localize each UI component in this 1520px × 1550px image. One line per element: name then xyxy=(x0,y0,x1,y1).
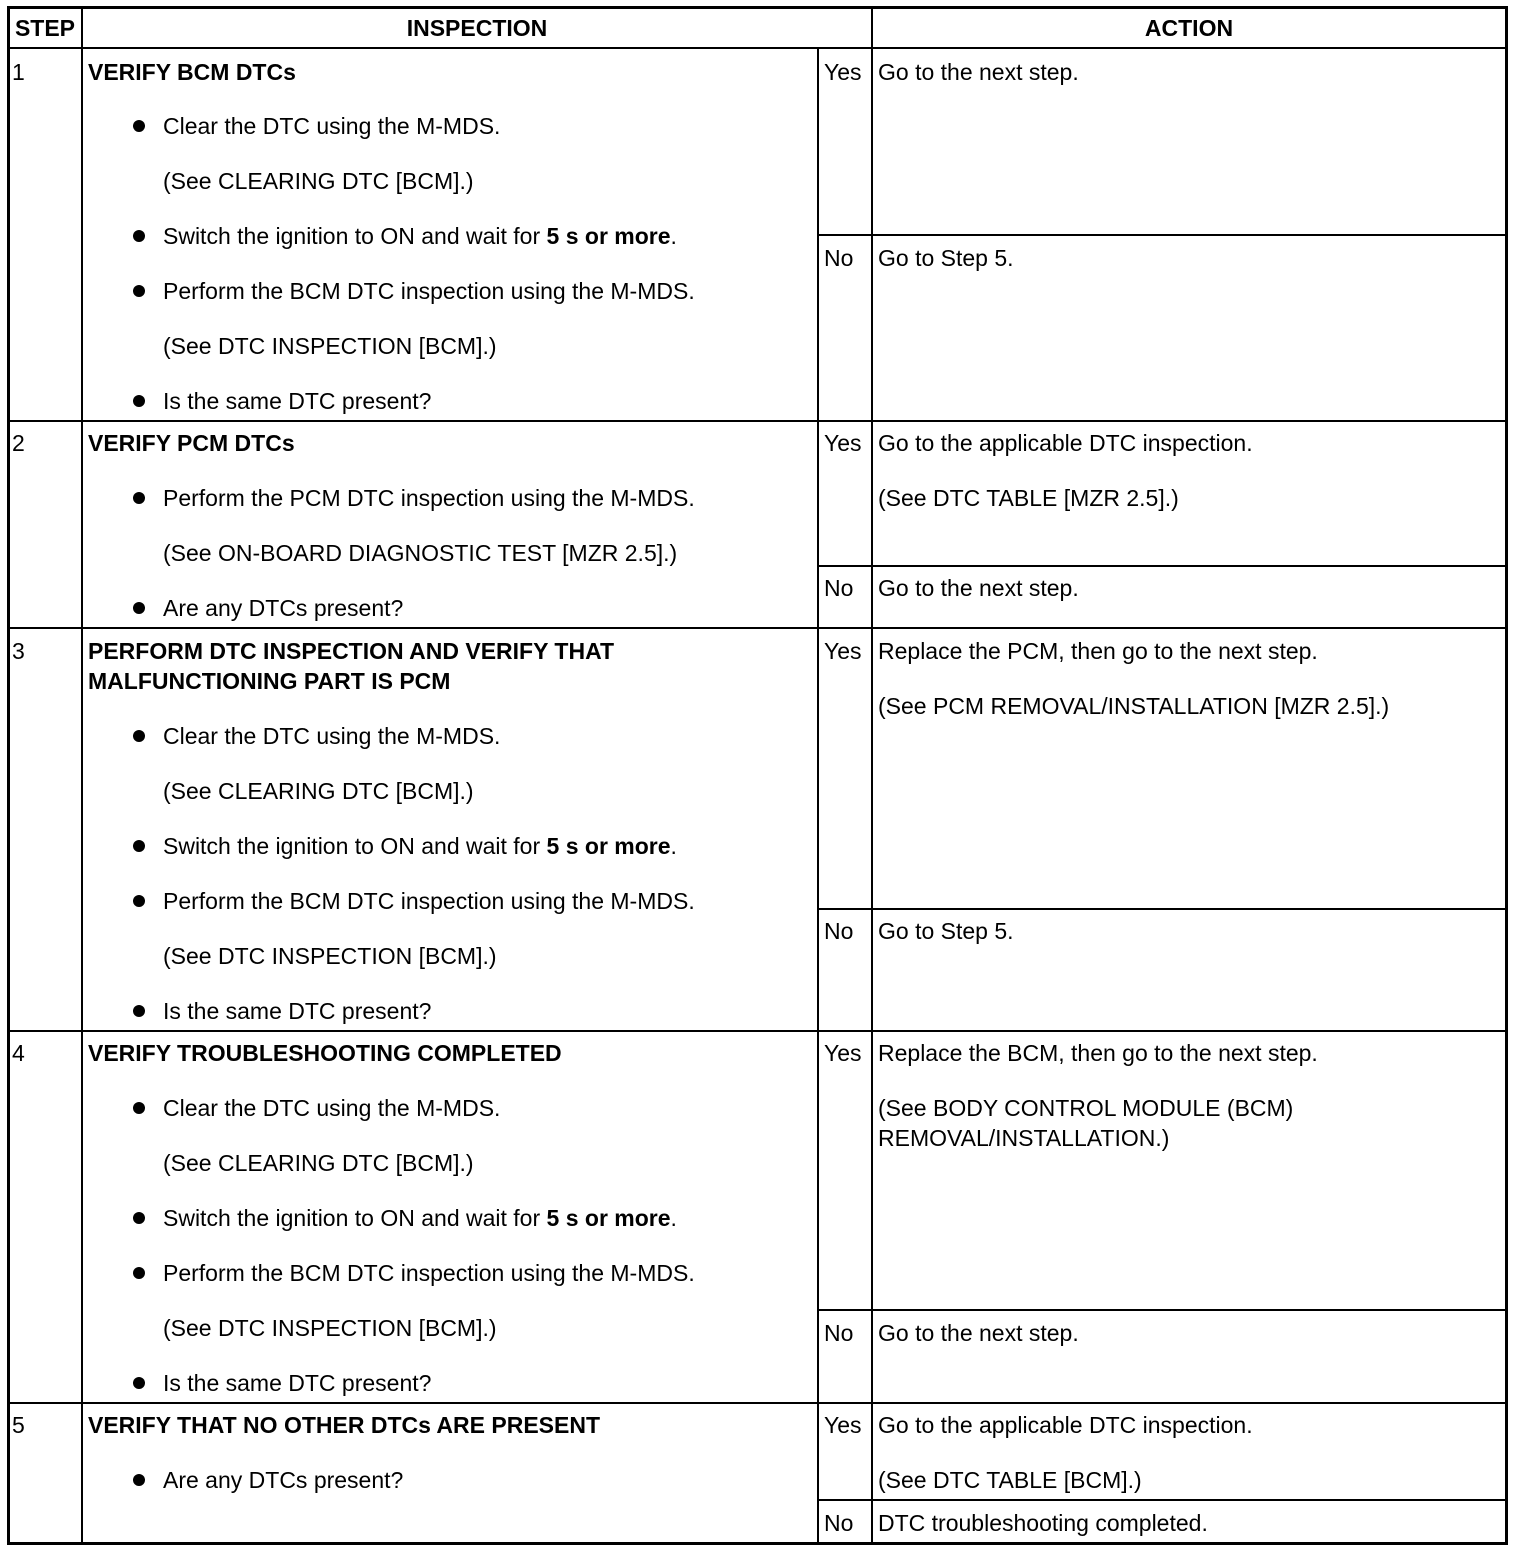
bullet-icon xyxy=(133,1474,145,1486)
bullet-icon xyxy=(133,730,145,742)
yes-no-divider xyxy=(818,1499,1508,1501)
bullet-icon xyxy=(133,285,145,297)
no-action: Go to Step 5. xyxy=(878,245,1014,271)
step-title: VERIFY TROUBLESHOOTING COMPLETED xyxy=(88,1040,562,1066)
inspection-item: Is the same DTC present? xyxy=(163,388,432,414)
bullet-icon xyxy=(133,1102,145,1114)
inspection-item: Is the same DTC present? xyxy=(163,998,432,1024)
bullet-icon xyxy=(133,395,145,407)
inspection-reference: (See CLEARING DTC [BCM].) xyxy=(163,168,474,194)
bullet-icon xyxy=(133,840,145,852)
step-number: 2 xyxy=(12,430,25,456)
column-divider xyxy=(871,6,873,1545)
yes-no-divider xyxy=(818,1309,1508,1311)
row-divider xyxy=(7,1030,1508,1032)
inspection-item: Perform the PCM DTC inspection using the M-MDS. xyxy=(163,485,695,511)
no-label: No xyxy=(824,918,854,944)
yes-label: Yes xyxy=(824,1040,862,1066)
no-action: Go to Step 5. xyxy=(878,918,1014,944)
step-title: MALFUNCTIONING PART IS PCM xyxy=(88,668,451,694)
inspection-item: Are any DTCs present? xyxy=(163,595,404,621)
inspection-reference: (See DTC INSPECTION [BCM].) xyxy=(163,943,497,969)
yes-action-reference: (See PCM REMOVAL/INSTALLATION [MZR 2.5].) xyxy=(878,693,1390,719)
inspection-reference: (See CLEARING DTC [BCM].) xyxy=(163,1150,474,1176)
yes-action-reference: (See DTC TABLE [BCM].) xyxy=(878,1467,1142,1493)
yes-no-divider xyxy=(818,234,1508,236)
yes-no-divider xyxy=(818,908,1508,910)
inspection-item: Switch the ignition to ON and wait for 5 s or more. xyxy=(163,833,677,859)
inspection-item: Clear the DTC using the M-MDS. xyxy=(163,723,501,749)
yes-label: Yes xyxy=(824,59,862,85)
inspection-reference: (See CLEARING DTC [BCM].) xyxy=(163,778,474,804)
step-number: 4 xyxy=(12,1040,25,1066)
step-title: VERIFY PCM DTCs xyxy=(88,430,295,456)
inspection-item: Are any DTCs present? xyxy=(163,1467,404,1493)
step-number: 1 xyxy=(12,59,25,85)
inspection-item: Is the same DTC present? xyxy=(163,1370,432,1396)
bullet-icon xyxy=(133,895,145,907)
row-divider xyxy=(7,47,1508,49)
inspection-reference: (See DTC INSPECTION [BCM].) xyxy=(163,333,497,359)
yes-no-divider xyxy=(818,565,1508,567)
yes-action-reference: REMOVAL/INSTALLATION.) xyxy=(878,1125,1170,1151)
no-action: Go to the next step. xyxy=(878,1320,1079,1346)
bullet-icon xyxy=(133,1267,145,1279)
inspection-reference: (See ON-BOARD DIAGNOSTIC TEST [MZR 2.5].) xyxy=(163,540,678,566)
header-action: ACTION xyxy=(1144,15,1234,41)
yes-action: Replace the PCM, then go to the next step. xyxy=(878,638,1318,664)
bullet-icon xyxy=(133,1377,145,1389)
bullet-icon xyxy=(133,492,145,504)
inspection-item: Perform the BCM DTC inspection using the M-MDS. xyxy=(163,1260,695,1286)
yes-action-reference: (See DTC TABLE [MZR 2.5].) xyxy=(878,485,1179,511)
step-title: PERFORM DTC INSPECTION AND VERIFY THAT xyxy=(88,638,615,664)
no-label: No xyxy=(824,245,854,271)
inspection-item: Clear the DTC using the M-MDS. xyxy=(163,113,501,139)
yes-action: Replace the BCM, then go to the next step. xyxy=(878,1040,1318,1066)
bullet-icon xyxy=(133,120,145,132)
row-divider xyxy=(7,1402,1508,1404)
no-label: No xyxy=(824,1510,854,1536)
yes-action: Go to the applicable DTC inspection. xyxy=(878,430,1253,456)
header-inspection: INSPECTION xyxy=(406,15,548,41)
inspection-item: Switch the ignition to ON and wait for 5 s or more. xyxy=(163,223,677,249)
step-number: 5 xyxy=(12,1412,25,1438)
column-divider xyxy=(817,48,819,1545)
bullet-icon xyxy=(133,1212,145,1224)
no-label: No xyxy=(824,575,854,601)
no-action: Go to the next step. xyxy=(878,575,1079,601)
bullet-icon xyxy=(133,602,145,614)
step-title: VERIFY THAT NO OTHER DTCs ARE PRESENT xyxy=(88,1412,601,1438)
row-divider xyxy=(7,627,1508,629)
inspection-item: Clear the DTC using the M-MDS. xyxy=(163,1095,501,1121)
step-title: VERIFY BCM DTCs xyxy=(88,59,296,85)
bullet-icon xyxy=(133,1005,145,1017)
yes-label: Yes xyxy=(824,638,862,664)
yes-action: Go to the next step. xyxy=(878,59,1079,85)
column-divider xyxy=(81,6,83,1545)
inspection-item: Perform the BCM DTC inspection using the M-MDS. xyxy=(163,278,695,304)
inspection-item: Switch the ignition to ON and wait for 5 s or more. xyxy=(163,1205,677,1231)
step-number: 3 xyxy=(12,638,25,664)
no-label: No xyxy=(824,1320,854,1346)
bullet-icon xyxy=(133,230,145,242)
header-step: STEP xyxy=(14,15,76,41)
yes-action: Go to the applicable DTC inspection. xyxy=(878,1412,1253,1438)
inspection-item: Perform the BCM DTC inspection using the M-MDS. xyxy=(163,888,695,914)
yes-label: Yes xyxy=(824,1412,862,1438)
yes-label: Yes xyxy=(824,430,862,456)
no-action: DTC troubleshooting completed. xyxy=(878,1510,1208,1536)
yes-action-reference: (See BODY CONTROL MODULE (BCM) xyxy=(878,1095,1294,1121)
row-divider xyxy=(7,420,1508,422)
inspection-reference: (See DTC INSPECTION [BCM].) xyxy=(163,1315,497,1341)
